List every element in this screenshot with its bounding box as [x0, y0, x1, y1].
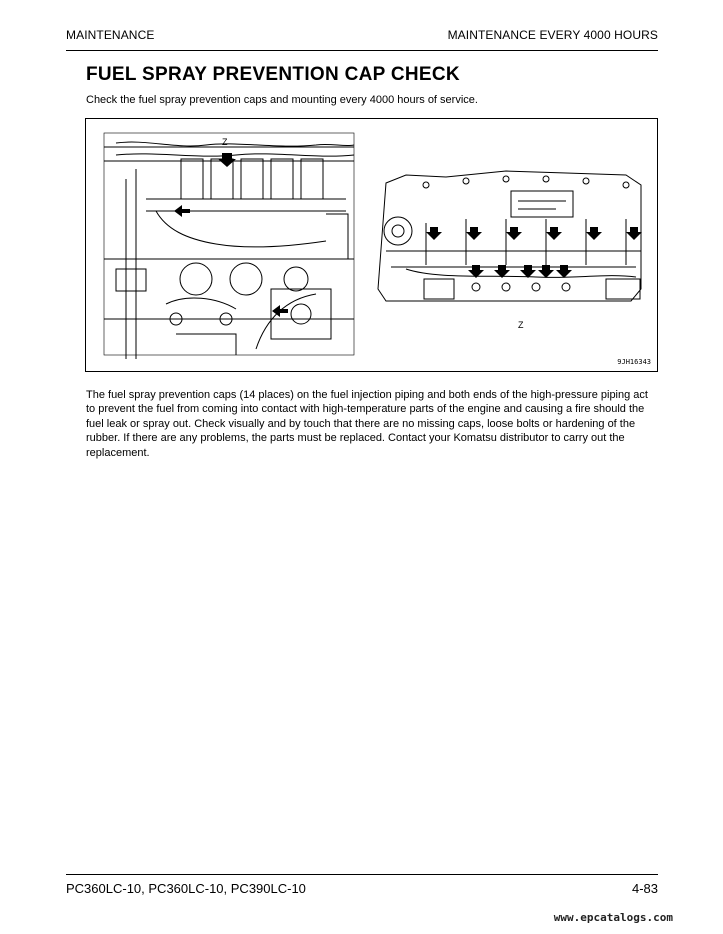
page-title: FUEL SPRAY PREVENTION CAP CHECK — [86, 64, 460, 85]
page-number: 4-83 — [631, 881, 658, 896]
engine-illustration — [86, 119, 659, 373]
right-cap-arrows — [426, 227, 642, 278]
header-rule — [66, 50, 658, 51]
figure-code: 9JH16343 — [617, 358, 651, 366]
watermark-url: www.epcatalogs.com — [553, 911, 673, 924]
footer-models: PC360LC-10, PC360LC-10, PC390LC-10 — [66, 881, 306, 896]
engine-illustration-figure — [85, 118, 658, 372]
header-section-label: MAINTENANCE — [66, 28, 155, 42]
left-engine-view — [104, 133, 354, 359]
header-interval-label: MAINTENANCE EVERY 4000 HOURS — [447, 28, 658, 42]
footer-rule — [66, 874, 658, 875]
left-z-label: Z — [222, 137, 228, 147]
body-paragraph: The fuel spray prevention caps (14 places) on the fuel injection piping and both ends of the high-pressure piping act to prevent the fuel from coming into contact with high-temperature parts of the engine and causing a fire should the fuel leak or spray out. Check visually and by touch that there are no missing caps, loose bolts or hardening of the rubber. If there are any problems, the parts must be replaced. Contact your Komatsu distributor to carry out the replacement. — [86, 389, 648, 459]
right-engine-view — [378, 171, 641, 301]
right-z-label: Z — [518, 320, 524, 330]
intro-text: Check the fuel spray prevention caps and mounting every 4000 hours of service. — [86, 94, 478, 106]
